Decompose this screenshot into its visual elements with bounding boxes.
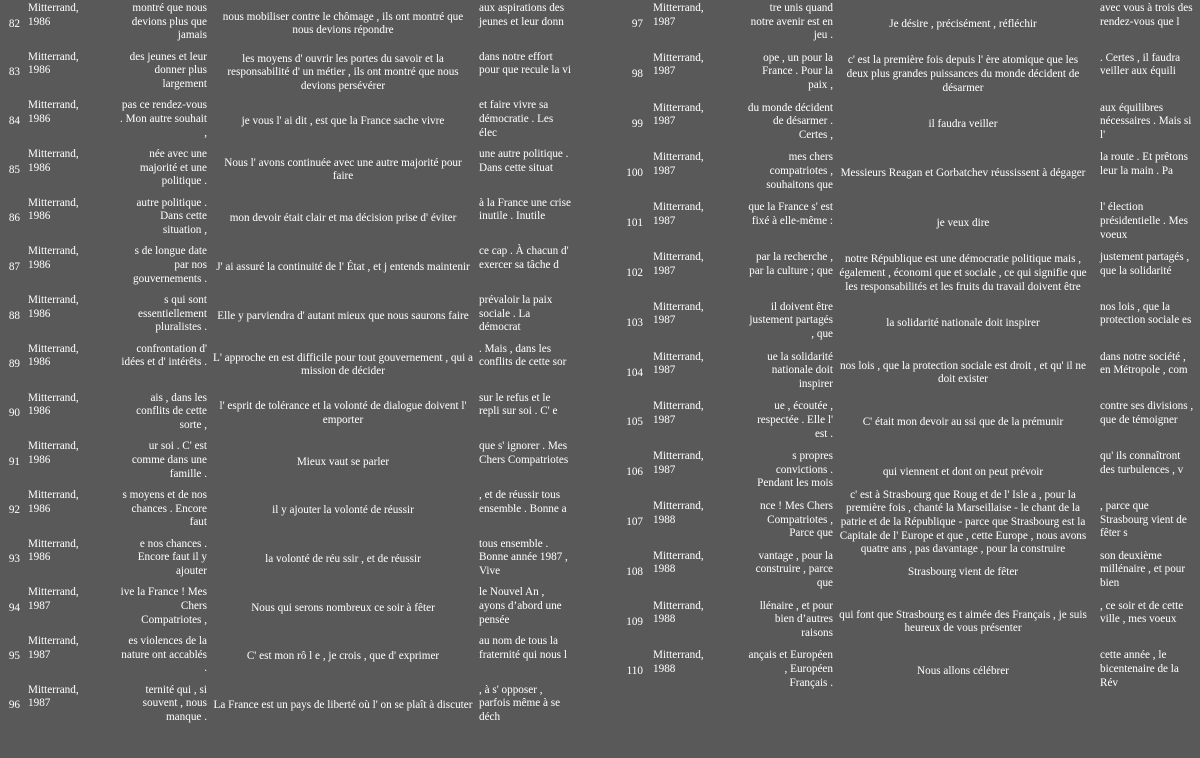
row-number: 87 [8, 260, 20, 273]
source-year: 1986 [28, 502, 51, 515]
source-author: Mitterrand, [28, 683, 79, 696]
source-meta [653, 550, 743, 577]
keyword-text: Elle y parviendra d' autant mieux que nous saurons faire [217, 309, 469, 322]
keyword-text: il faudra veiller [928, 117, 998, 130]
source-author: Mitterrand, [653, 350, 704, 363]
keyword-text: c' est la première fois depuis l' ère atomique que les deux plus grandes puissances du monde décident de désarmer [846, 54, 1080, 94]
right-context: et faire vivre sa démocratie . Les élec [479, 99, 554, 139]
right-context: , et de réussir tous ensemble . Bonne a [479, 488, 567, 515]
source-author: Mitterrand, [28, 488, 79, 501]
row-number: 86 [8, 212, 20, 225]
source-year: 1986 [28, 307, 51, 320]
right-context: le Nouvel An , ayons d’abord une pensée [479, 586, 562, 626]
keyword-segment [838, 488, 1088, 556]
keyword-segment [213, 438, 473, 487]
source-meta [28, 684, 113, 711]
concordance-row[interactable] [625, 0, 1200, 50]
left-context: s de longue date par nos gouvernements . [133, 245, 207, 285]
source-meta [28, 294, 113, 321]
keyword-segment [213, 292, 473, 341]
left-context: des jeunes et leur donner plus largement [129, 50, 207, 90]
right-context: dans notre effort pour que recule la vi [479, 50, 571, 77]
source-meta [28, 538, 113, 565]
keyword-text: nos lois , que la protection sociale est droit , et qu' il ne doit exister [840, 359, 1086, 386]
left-context: ur soi . C' est comme dans une famille . [131, 440, 207, 480]
left-context: par la recherche , par la culture ; que [749, 250, 833, 277]
keyword-segment [838, 50, 1088, 100]
source-author: Mitterrand, [28, 50, 79, 63]
keyword-segment [213, 49, 473, 98]
keyword-text: La France est un pays de liberté où l' on se plaît à discuter [213, 699, 473, 712]
right-context: une autre politique . Dans cette situat [479, 148, 569, 174]
right-context: . Mais , dans les conflits de cette sor [479, 342, 567, 369]
source-year: 1986 [28, 356, 51, 369]
source-meta [653, 400, 743, 427]
source-year: 1987 [28, 697, 51, 710]
source-meta [653, 102, 743, 129]
source-year: 1988 [653, 663, 676, 676]
row-number: 84 [8, 114, 20, 127]
concordance-row[interactable] [0, 390, 600, 439]
left-context: llénaire , et pour bien d’autres raisons [759, 599, 833, 639]
left-context: du monde décident de désarmer . Certes , [747, 101, 833, 141]
source-year: 1987 [653, 214, 676, 227]
keyword-segment [838, 149, 1088, 199]
keyword-text: nous mobiliser contre le chômage , ils ont montré que nous devions répondre [222, 10, 464, 37]
keyword-segment [213, 584, 473, 633]
keyword-text: qui viennent et dont on peut prévoir [882, 466, 1044, 479]
keyword-segment [838, 199, 1088, 249]
row-number: 103 [626, 316, 643, 329]
source-year: 1986 [28, 161, 51, 174]
source-meta [653, 450, 743, 477]
keyword-segment [213, 390, 473, 439]
concordance-row[interactable] [0, 584, 600, 633]
source-author: Mitterrand, [653, 549, 704, 562]
concordance-row[interactable] [0, 633, 600, 682]
keyword-text: Strasbourg vient de fêter [907, 565, 1019, 578]
right-context: tous ensemble . Bonne année 1987 , Vive [479, 537, 568, 577]
keyword-text: il y ajouter la volonté de réussir [272, 504, 414, 517]
right-context: que s' ignorer . Mes Chers Compatriotes [479, 440, 569, 466]
left-context: s qui sont essentiellement pluralistes . [138, 294, 207, 334]
source-author: Mitterrand, [653, 101, 704, 114]
keyword-text: Nous qui serons nombreux ce soir à fêter [251, 601, 435, 614]
keyword-segment [838, 249, 1088, 299]
row-number: 108 [626, 565, 643, 578]
concordance-row[interactable] [625, 249, 1200, 299]
right-context: prévaloir la paix sociale . La démocrat [479, 294, 553, 334]
source-year: 1987 [653, 15, 676, 28]
row-number: 107 [626, 516, 643, 529]
left-context: autre politique . Dans cette situation , [136, 196, 207, 237]
row-number: 92 [8, 504, 20, 517]
source-meta [28, 392, 113, 419]
right-context: qu' ils connaîtront des turbulences , v [1100, 450, 1184, 476]
left-context: vantage , pour la construire , parce que [755, 549, 833, 590]
source-meta [28, 51, 113, 78]
keyword-segment [838, 100, 1088, 150]
source-author: Mitterrand, [28, 245, 79, 258]
source-meta [653, 201, 743, 228]
source-year: 1986 [28, 551, 51, 564]
right-context: sur le refus et le repli sur soi . C' e [479, 391, 558, 418]
keyword-text: mon devoir était clair et ma décision prise d' éviter [229, 212, 457, 225]
keyword-segment [213, 633, 473, 682]
left-context: ais , dans les conflits de cette sorte , [136, 391, 207, 431]
concordance-row[interactable] [0, 292, 600, 341]
source-author: Mitterrand, [653, 649, 704, 662]
concordance-row[interactable] [0, 146, 600, 195]
source-meta [653, 649, 743, 676]
source-author: Mitterrand, [653, 450, 704, 463]
source-year: 1986 [28, 210, 51, 223]
left-context: ançais et Européen , Européen Français . [748, 649, 833, 689]
keyword-text: C' était mon devoir au ssi que de la prémunir [862, 416, 1064, 429]
source-year: 1987 [28, 648, 51, 661]
left-context: confrontation d' idées et d' intérêts . [121, 342, 207, 369]
source-author: Mitterrand, [28, 391, 79, 404]
source-author: Mitterrand, [28, 537, 79, 550]
row-number: 93 [8, 553, 20, 566]
source-year: 1987 [653, 463, 676, 476]
source-meta [28, 2, 113, 29]
row-number: 110 [626, 665, 643, 678]
keyword-text: C' est mon rô l e , je crois , que d' exprimer [246, 650, 440, 663]
left-context: e nos chances . Encore faut il y ajouter [137, 537, 207, 577]
source-meta [28, 440, 113, 467]
source-year: 1986 [28, 453, 51, 466]
concordance-row[interactable] [625, 598, 1200, 648]
concordance-row[interactable] [0, 682, 600, 731]
keyword-text: les moyens d' ouvrir les portes du savoir et la responsabilité d' un métier , ils ont montré que nous devions persévérer [227, 52, 459, 92]
right-context: contre ses divisions , que de témoigner [1100, 400, 1194, 427]
keyword-segment [213, 536, 473, 585]
concordance-row[interactable] [625, 647, 1200, 697]
right-context: , ce soir et de cette ville , mes voeux [1100, 599, 1184, 626]
keyword-text: la solidarité nationale doit inspirer [886, 316, 1040, 329]
concordance-row[interactable] [625, 299, 1200, 349]
source-year: 1986 [28, 405, 51, 418]
concordance-column-left [0, 0, 600, 730]
row-number: 98 [631, 67, 643, 80]
row-number: 90 [8, 407, 20, 420]
source-meta [653, 351, 743, 378]
right-context: à la France une crise inutile . Inutile [479, 196, 571, 223]
concordance-row[interactable] [625, 548, 1200, 598]
source-meta [653, 301, 743, 328]
source-meta [28, 586, 113, 613]
source-meta [653, 151, 743, 178]
keyword-text: notre République est une démocratie politique mais , également , économi que et sociale , ce qui signifie que les responsabilités et les fruits du travail doivent être [839, 253, 1087, 293]
left-context: tre unis quand notre avenir est en jeu . [750, 2, 833, 42]
source-author: Mitterrand, [28, 148, 79, 161]
source-author: Mitterrand, [653, 250, 704, 263]
keyword-segment [838, 398, 1088, 448]
row-number: 101 [626, 217, 643, 230]
row-number: 94 [8, 601, 20, 614]
source-year: 1987 [653, 115, 676, 128]
keyword-segment [213, 487, 473, 536]
source-meta [653, 500, 743, 527]
right-context: l' élection présidentielle . Mes voeux [1100, 201, 1188, 241]
concordance-row[interactable] [0, 487, 600, 536]
keyword-segment [838, 548, 1088, 598]
keyword-segment [213, 97, 473, 146]
source-author: Mitterrand, [28, 196, 79, 209]
concordance-row[interactable] [0, 243, 600, 292]
left-context: es violences de la nature ont accablés . [121, 634, 207, 675]
keyword-segment [213, 682, 473, 731]
concordance-row[interactable] [0, 97, 600, 146]
left-context: pas ce rendez-vous . Mon autre souhait , [120, 99, 207, 139]
concordance-row[interactable] [0, 195, 600, 244]
source-meta [28, 489, 113, 516]
source-year: 1987 [653, 364, 676, 377]
concordance-row[interactable] [625, 199, 1200, 249]
row-number: 96 [8, 699, 20, 712]
keyword-segment [838, 299, 1088, 349]
left-context: ope , un pour la France . Pour la paix , [762, 51, 833, 92]
source-meta [28, 245, 113, 272]
keyword-text: l' esprit de tolérance et la volonté de dialogue doivent l' emporter [219, 400, 467, 426]
right-context: au nom de tous la fraternité qui nous l [479, 634, 567, 661]
source-author: Mitterrand, [653, 201, 704, 214]
concordance-row[interactable] [625, 349, 1200, 399]
keyword-text: Nous l' avons continuée avec une autre majorité pour faire [224, 156, 462, 183]
row-number: 102 [626, 267, 643, 280]
right-context: la route . Et prêtons leur la main . Pa [1100, 151, 1188, 178]
left-context: ue la solidarité nationale doit inspirer [767, 350, 833, 390]
keyword-segment [838, 0, 1088, 50]
right-context: . Certes , il faudra veiller aux équili [1100, 51, 1181, 78]
left-context: ue , écoutée , respectée . Elle l' est . [757, 400, 833, 440]
row-number: 104 [626, 366, 643, 379]
row-number: 105 [626, 416, 643, 429]
right-context: , à s' opposer , parfois même à se déch [479, 683, 561, 723]
right-context: cette année , le bicentenaire de la Rév [1100, 649, 1179, 689]
source-author: Mitterrand, [653, 599, 704, 612]
left-context: il doivent être justement partagés , que [749, 300, 833, 341]
keyword-text: je vous l' ai dit , est que la France sache vivre [241, 114, 445, 127]
source-author: Mitterrand, [653, 499, 704, 512]
source-year: 1988 [653, 513, 676, 526]
source-meta [653, 251, 743, 278]
concordance-row[interactable] [0, 0, 600, 49]
right-context: avec vous à trois des rendez-vous que l [1100, 2, 1193, 28]
row-number: 88 [8, 309, 20, 322]
keyword-segment [213, 0, 473, 49]
row-number: 97 [631, 18, 643, 31]
concordance-row[interactable] [0, 341, 600, 390]
keyword-text: Nous allons célébrer [917, 665, 1009, 678]
keyword-text: qui font que Strasbourg es t aimée des Français , je suis heureux de vous présenter [839, 608, 1087, 635]
source-author: Mitterrand, [653, 2, 704, 14]
source-year: 1987 [653, 65, 676, 78]
left-context: s moyens et de nos chances . Encore faut [122, 488, 207, 529]
row-number: 95 [8, 650, 20, 663]
source-author: Mitterrand, [28, 99, 79, 112]
concordance-row[interactable] [625, 50, 1200, 100]
right-context: son deuxième millénaire , et pour bien [1100, 549, 1186, 590]
left-context: née avec une majorité et une politique . [139, 148, 207, 188]
concordance-row[interactable] [625, 149, 1200, 199]
source-year: 1986 [28, 259, 51, 272]
keyword-text: je veux dire [936, 217, 990, 230]
source-year: 1987 [28, 599, 51, 612]
right-context: justement partagés , que la solidarité [1100, 250, 1190, 277]
keyword-segment [213, 195, 473, 244]
source-meta [28, 148, 113, 175]
keyword-segment [213, 341, 473, 390]
row-number: 82 [8, 17, 20, 30]
row-number: 85 [8, 163, 20, 176]
keyword-segment [213, 146, 473, 195]
source-meta [28, 343, 113, 370]
left-context: mes chers compatriotes , souhaitons que [766, 151, 833, 191]
keyword-segment [213, 243, 473, 292]
right-context: ce cap . À chacun d' exercer sa tâche d [479, 245, 569, 272]
source-meta [28, 99, 113, 126]
row-number: 109 [626, 615, 643, 628]
source-author: Mitterrand, [653, 400, 704, 413]
keyword-segment [838, 598, 1088, 648]
source-year: 1987 [653, 165, 676, 178]
right-context: aux équilibres nécessaires . Mais si l' [1100, 101, 1192, 141]
source-year: 1988 [653, 613, 676, 626]
concordance-row[interactable] [0, 438, 600, 487]
keyword-segment [838, 647, 1088, 697]
left-context: montré que nous devions plus que jamais [131, 2, 207, 42]
source-meta [653, 600, 743, 627]
source-year: 1987 [653, 314, 676, 327]
row-number: 99 [631, 117, 643, 130]
keyword-text: c' est à Strasbourg que Roug et de l' Isle a , pour la première fois , chanté la Marseillaise - le chant de la patrie et de la République - parce que Strasbourg est la Capitale de l' Europe et que , cette Europe , nous avons quatre ans , pas davantage , pour la construire [839, 488, 1087, 556]
concordance-column-right [625, 0, 1200, 697]
keyword-text: Messieurs Reagan et Gorbatchev réussissent à dégager [840, 167, 1086, 180]
row-number: 91 [8, 455, 20, 468]
source-meta [28, 635, 113, 662]
keyword-text: Mieux vaut se parler [296, 455, 390, 468]
concordance-row[interactable] [0, 536, 600, 585]
row-number: 89 [8, 358, 20, 371]
left-context: ive la France ! Mes Chers Compatriotes , [120, 586, 207, 626]
source-author: Mitterrand, [28, 342, 79, 355]
keyword-text: Je désire , précisément , réfléchir [889, 18, 1037, 31]
left-context: s propres convictions . Pendant les mois [757, 450, 833, 490]
left-context: que la France s' est fixé à elle-même : [748, 201, 833, 227]
source-meta [653, 52, 743, 79]
left-context: nce ! Mes Chers Compatriotes , Parce que [759, 499, 833, 540]
concordance-row[interactable] [625, 398, 1200, 448]
source-meta [653, 2, 743, 29]
row-number: 100 [626, 167, 643, 180]
source-author: Mitterrand, [28, 294, 79, 307]
source-year: 1986 [28, 113, 51, 126]
right-context: dans notre société , en Métropole , com [1100, 350, 1188, 377]
source-meta [28, 197, 113, 224]
row-number: 106 [626, 466, 643, 479]
source-author: Mitterrand, [28, 440, 79, 453]
concordance-row[interactable] [0, 49, 600, 98]
keyword-text: J' ai assuré la continuité de l' État , et j entends maintenir [216, 260, 470, 273]
concordance-row[interactable] [625, 100, 1200, 150]
source-year: 1986 [28, 64, 51, 77]
source-author: Mitterrand, [653, 151, 704, 164]
left-context: ternité qui , si souvent , nous manque . [142, 683, 207, 723]
source-author: Mitterrand, [28, 2, 79, 14]
right-context: nos lois , que la protection sociale es [1100, 300, 1192, 327]
keyword-text: L' approche en est difficile pour tout gouvernement , qui a mission de décider [213, 351, 473, 378]
concordance-row[interactable] [625, 488, 1200, 556]
right-context: aux aspirations des jeunes et leur donn [479, 2, 565, 28]
source-year: 1988 [653, 563, 676, 576]
source-author: Mitterrand, [28, 586, 79, 599]
keyword-text: la volonté de réu ssir , et de réussir [265, 553, 421, 566]
source-author: Mitterrand, [653, 300, 704, 313]
right-context: , parce que Strasbourg vient de fêter s [1100, 499, 1187, 540]
source-author: Mitterrand, [28, 634, 79, 647]
source-year: 1987 [653, 414, 676, 427]
source-author: Mitterrand, [653, 51, 704, 64]
source-year: 1987 [653, 264, 676, 277]
source-year: 1986 [28, 15, 51, 28]
keyword-segment [838, 349, 1088, 399]
row-number: 83 [8, 66, 20, 79]
